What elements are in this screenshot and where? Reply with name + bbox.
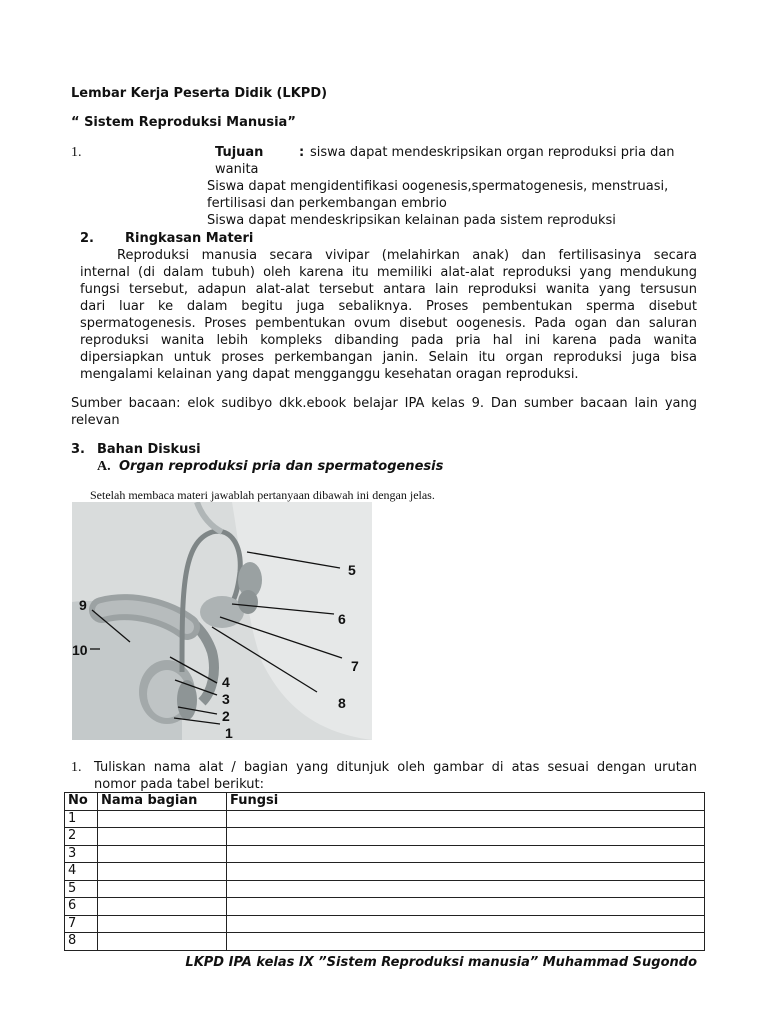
section-3-number: 3. [71, 442, 85, 457]
question-line-2: nomor pada tabel berikut: [94, 777, 264, 792]
name-cell[interactable] [98, 863, 227, 881]
table-row [65, 898, 705, 916]
name-cell[interactable] [98, 880, 227, 898]
name-cell[interactable] [98, 810, 227, 828]
function-cell[interactable] [227, 880, 705, 898]
name-cell[interactable] [98, 898, 227, 916]
section-3-heading: Bahan Diskusi [97, 442, 201, 457]
summary-line-8: mengalami kelainan yang dapat mengganggu kesehatan oragan reproduksi. [80, 367, 579, 382]
figure-label-9: 9 [79, 597, 87, 613]
name-cell[interactable] [98, 915, 227, 933]
function-cell[interactable] [227, 828, 705, 846]
row-number: 3 [65, 845, 98, 863]
figure-label-5: 5 [348, 562, 356, 578]
table-header-row [65, 793, 705, 811]
figure-label-8: 8 [338, 695, 346, 711]
function-cell[interactable] [227, 933, 705, 951]
summary-line-5: spermatogenesis. Proses pembentukan ovum disebut oogenesis. Pada ogan dan saluran [80, 316, 697, 331]
table-header-no: No [65, 793, 98, 811]
name-cell[interactable] [98, 845, 227, 863]
section-3a-heading: Organ reproduksi pria dan spermatogenesis [119, 459, 444, 474]
figure-label-10: 10 [72, 642, 88, 658]
table-row [65, 915, 705, 933]
row-number: 8 [65, 933, 98, 951]
table-row [65, 880, 705, 898]
question-number: 1. [71, 760, 82, 775]
male-reproductive-diagram [72, 502, 372, 740]
summary-line-2: internal (di dalam tubuh) oleh karena itu memiliki alat-alat reproduksi yang mendukung [80, 265, 697, 280]
row-number: 4 [65, 863, 98, 881]
objective-1: siswa dapat mendeskripsikan organ reproduksi pria dan [310, 145, 675, 160]
table-row [65, 933, 705, 951]
row-number: 6 [65, 898, 98, 916]
answer-table [64, 792, 705, 951]
table-row [65, 863, 705, 881]
table-header-name: Nama bagian [98, 793, 227, 811]
objective-2-continued: fertilisasi dan perkembangan embrio [207, 196, 447, 211]
section-1-colon: : [299, 145, 305, 160]
function-cell[interactable] [227, 810, 705, 828]
name-cell[interactable] [98, 933, 227, 951]
section-2-number: 2. [80, 231, 94, 246]
summary-line-3: fungsi tersebut, adapun alat-alat tersebut antara lain reproduksi wanita yang tersusun [80, 282, 697, 297]
objective-3: Siswa dapat mendeskripsikan kelainan pada sistem reproduksi [207, 213, 616, 228]
name-cell[interactable] [98, 828, 227, 846]
figure-label-1: 1 [225, 725, 233, 741]
instruction-text: Setelah membaca materi jawablah pertanyaan dibawah ini dengan jelas. [90, 488, 435, 502]
summary-line-4: dari luar ke dalam begitu juga sebaliknya. Proses pembentukan sperma disebut [80, 299, 697, 314]
table-row [65, 828, 705, 846]
document-subtitle: “ Sistem Reproduksi Manusia” [71, 115, 296, 130]
summary-line-6: reproduksi wanita lebih kompleks dibanding pada pria hal ini karena pada wanita [80, 333, 697, 348]
section-3a-letter: A. [97, 459, 111, 474]
summary-line-1: Reproduksi manusia secara vivipar (melahirkan anak) dan fertilisasinya secara [117, 248, 697, 263]
objective-1-continued: wanita [215, 162, 259, 177]
section-1-number: 1. [71, 145, 82, 160]
figure-label-6: 6 [338, 611, 346, 627]
summary-line-7: dipersiapkan untuk proses perkembangan janin. Selain itu organ reproduksi juga bisa [80, 350, 697, 365]
table-row [65, 845, 705, 863]
section-2-heading: Ringkasan Materi [125, 231, 254, 246]
function-cell[interactable] [227, 863, 705, 881]
document-title: Lembar Kerja Peserta Didik (LKPD) [71, 86, 328, 101]
table-row [65, 810, 705, 828]
row-number: 7 [65, 915, 98, 933]
table-header-function: Fungsi [227, 793, 705, 811]
function-cell[interactable] [227, 845, 705, 863]
figure-label-4: 4 [222, 674, 230, 690]
row-number: 5 [65, 880, 98, 898]
function-cell[interactable] [227, 898, 705, 916]
objective-2: Siswa dapat mengidentifikasi oogenesis,spermatogenesis, menstruasi, [207, 179, 669, 194]
figure-label-7: 7 [351, 658, 359, 674]
row-number: 1 [65, 810, 98, 828]
function-cell[interactable] [227, 915, 705, 933]
source-line-1: Sumber bacaan: elok sudibyo dkk.ebook belajar IPA kelas 9. Dan sumber bacaan lain yang [71, 396, 697, 411]
row-number: 2 [65, 828, 98, 846]
page-footer: LKPD IPA kelas IX ”Sistem Reproduksi manusia” Muhammad Sugondo [185, 955, 697, 970]
figure-label-3: 3 [222, 691, 230, 707]
question-line-1: Tuliskan nama alat / bagian yang ditunjuk oleh gambar di atas sesuai dengan urutan [94, 760, 697, 775]
section-1-label: Tujuan [215, 145, 264, 160]
figure-label-2: 2 [222, 708, 230, 724]
source-line-2: relevan [71, 413, 120, 428]
